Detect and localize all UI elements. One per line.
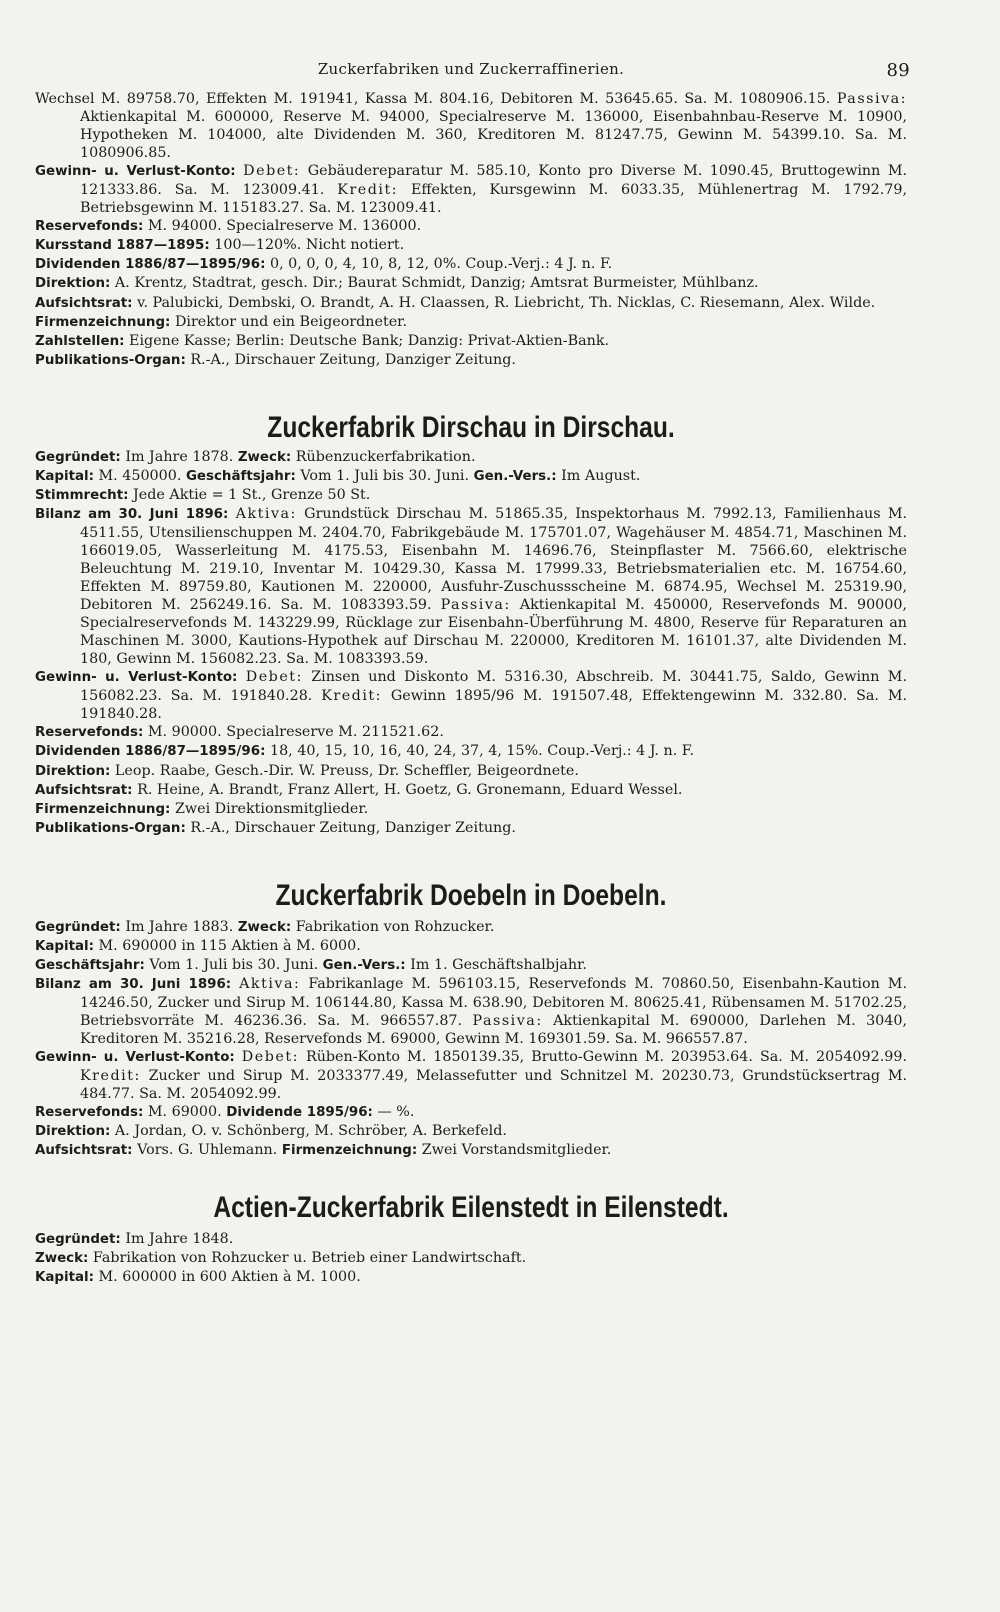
board-entry: Direktion: Leop. Raabe, Gesch.-Dir. W. Preuss, Dr. Scheffler, Beigeordnete.: [35, 762, 579, 779]
paying-agents-entry: Zahlstellen: Eigene Kasse; Berlin: Deutsche Bank; Danzig: Privat-Aktien-Bank.: [35, 332, 610, 349]
reserve-entry: Reservefonds: M. 94000. Specialreserve M. 136000.: [35, 218, 422, 235]
balance-continuation: Wechsel M. 89758.70, Effekten M. 191941, Kassa M. 804.16, Debitoren M. 53645.65. Sa. M. 1080906.15. Passiva: Aktienkapital M. 600000, Reserve M. 94000, Specialreserve M. 136000, Eisenbahnbau-Reserve M. 10900, Hypotheken M. 104000, alte Dividenden M. 360, Kreditoren M. 81247.75, Gewinn M. 54399.10. Sa. M. 1080906.85.: [35, 91, 907, 162]
signature-entry: Firmenzeichnung: Direktor und ein Beigeordneter.: [35, 313, 407, 330]
book-page: [35, 60, 910, 1287]
reserve-entry: Reservefonds: M. 90000. Specialreserve M. 211521.62.: [35, 724, 444, 741]
founded-entry: Gegründet: Im Jahre 1878. Zweck: Rübenzuckerfabrikation.: [35, 448, 476, 465]
dividend-entry: Dividenden 1886/87—1895/96: 18, 40, 15, 10, 16, 40, 24, 37, 4, 15%. Coup.-Verj.: 4 J. n. F.: [35, 743, 695, 760]
section-dirschau: [35, 410, 907, 838]
profit-loss-entry: Gewinn- u. Verlust-Konto: Debet: Zinsen und Diskonto M. 5316.30, Abschreib. M. 30441.75, Saldo, Gewinn M. 156082.23. Sa. M. 191840.28. Kredit: Gewinn 1895/96 M. 191507.48, Effektengewinn M. 332.80. Sa. M. 191840.28.: [35, 669, 907, 723]
publication-entry: Publikations-Organ: R.-A., Dirschauer Zeitung, Danziger Zeitung.: [35, 819, 516, 836]
section-continuation: [35, 90, 907, 370]
supervisory-entry: Aufsichtsrat: R. Heine, A. Brandt, Franz Allert, H. Goetz, G. Gronemann, Eduard Wessel.: [35, 781, 683, 798]
supervisory-entry: Aufsichtsrat: v. Palubicki, Dembski, O. Brandt, A. H. Claassen, R. Liebricht, Th. Nicklas, C. Riesemann, Alex. Wilde.: [35, 294, 876, 311]
price-entry: Kursstand 1887—1895: 100—120%. Nicht notiert.: [35, 237, 405, 254]
founded-entry: Gegründet: Im Jahre 1848.: [35, 1231, 234, 1248]
running-header: [35, 60, 910, 90]
balance-entry: Bilanz am 30. Juni 1896: Aktiva: Fabrikanlage M. 596103.15, Reservefonds M. 70860.50, Eisenbahn-Kaution M. 14246.50, Zucker und Sirup M. 106144.80, Kassa M. 638.90, Debitoren M. 80625.41, Rübensamen M. 51702.25, Betriebsvorräte M. 46236.36. Sa. M. 966557.87. Passiva: Aktienkapital M. 690000, Darlehen M. 3040, Kreditoren M. 35216.28, Reservefonds M. 69000, Gewinn M. 169301.59. Sa. M. 966557.87.: [35, 975, 908, 1047]
publication-entry: Publikations-Organ: R.-A., Dirschauer Zeitung, Danziger Zeitung.: [35, 351, 516, 368]
voting-entry: Stimmrecht: Jede Aktie = 1 St., Grenze 50 St.: [35, 486, 371, 503]
signature-entry: Firmenzeichnung: Zwei Direktionsmitglieder.: [35, 800, 369, 817]
founded-entry: Gegründet: Im Jahre 1883. Zweck: Fabrikation von Rohzucker.: [35, 918, 495, 935]
capital-entry: Kapital: M. 690000 in 115 Aktien à M. 6000.: [35, 937, 361, 954]
capital-entry: Kapital: M. 600000 in 600 Aktien à M. 1000.: [35, 1269, 361, 1286]
dividend-entry: Dividenden 1886/87—1895/96: 0, 0, 0, 0, 4, 10, 8, 12, 0%. Coup.-Verj.: 4 J. n. F.: [35, 256, 613, 273]
reserve-dividend-entry: Reservefonds: M. 69000. Dividende 1895/96: — %.: [35, 1104, 415, 1121]
running-header-title: Zuckerfabriken und Zuckerraffinerien.: [317, 60, 625, 78]
balance-entry: Bilanz am 30. Juni 1896: Aktiva: Grundstück Dirschau M. 51865.35, Inspektorhaus M. 7992.13, Familienhaus M. 4511.55, Utensilienschuppen M. 2404.70, Fabrikgebäude M. 175701.07, Wagehäuser M. 4854.71, Maschinen M. 166019.05, Wasserleitung M. 4175.53, Eisenbahn M. 14696.76, Steinpflaster M. 7566.60, elektrische Beleuchtung M. 219.10, Inventar M. 10429.30, Kassa M. 17999.33, Betriebsmaterialien etc. M. 16754.60, Effekten M. 89759.80, Kautionen M. 220000, Ausfuhr-Zuschussscheine M. 6874.95, Wechsel M. 25319.90, Debitoren M. 256249.16. Sa. M. 1083393.59. Passiva: Aktienkapital M. 450000, Reservefonds M. 90000, Specialreservefonds M. 143229.99, Rücklage zur Eisenbahn-Überführung M. 4800, Reserve für Reparaturen an Maschinen M. 3000, Kautions-Hypothek auf Dirschau M. 220000, Kreditoren M. 16101.37, alte Dividenden M. 180, Gewinn M. 156082.23. Sa. M. 1083393.59.: [35, 505, 908, 668]
section-eilenstedt: [35, 1190, 907, 1287]
purpose-entry: Zweck: Fabrikation von Rohzucker u. Betrieb einer Landwirtschaft.: [35, 1250, 527, 1267]
capital-entry: Kapital: M. 450000. Geschäftsjahr: Vom 1. Juli bis 30. Juni. Gen.-Vers.: Im August.: [35, 467, 641, 484]
profit-loss-entry: Gewinn- u. Verlust-Konto: Debet: Gebäudereparatur M. 585.10, Konto pro Diverse M. 1090.45, Bruttogewinn M. 121333.86. Sa. M. 123009.41. Kredit: Effekten, Kursgewinn M. 6033.35, Mühlenertrag M. 1792.79, Betriebsgewinn M. 115183.27. Sa. M. 123009.41.: [35, 163, 908, 217]
section-title: Zuckerfabrik Doebeln in Doebeln.: [275, 878, 667, 912]
section-doebeln: [35, 878, 907, 1161]
board-entry: Direktion: A. Jordan, O. v. Schönberg, M. Schröber, A. Berkefeld.: [35, 1123, 507, 1140]
page-number: 89: [886, 60, 910, 81]
board-entry: Direktion: A. Krentz, Stadtrat, gesch. Dir.; Baurat Schmidt, Danzig; Amtsrat Burmeister, Mühlbanz.: [35, 275, 759, 292]
section-title: Actien-Zuckerfabrik Eilenstedt in Eilenstedt.: [213, 1191, 729, 1225]
fiscal-year-entry: Geschäftsjahr: Vom 1. Juli bis 30. Juni. Gen.-Vers.: Im 1. Geschäftshalbjahr.: [35, 956, 587, 973]
profit-loss-entry: Gewinn- u. Verlust-Konto: Debet: Rüben-Konto M. 1850139.35, Brutto-Gewinn M. 203953.64. Sa. M. 2054092.99. Kredit: Zucker und Sirup M. 2033377.49, Melassefutter und Schnitzel M. 20230.73, Grundstücksertrag M. 484.77. Sa. M. 2054092.99.: [35, 1049, 908, 1103]
section-title: Zuckerfabrik Dirschau in Dirschau.: [267, 410, 675, 444]
supervisory-entry: Aufsichtsrat: Vors. G. Uhlemann. Firmenzeichnung: Zwei Vorstandsmitglieder.: [35, 1142, 612, 1159]
